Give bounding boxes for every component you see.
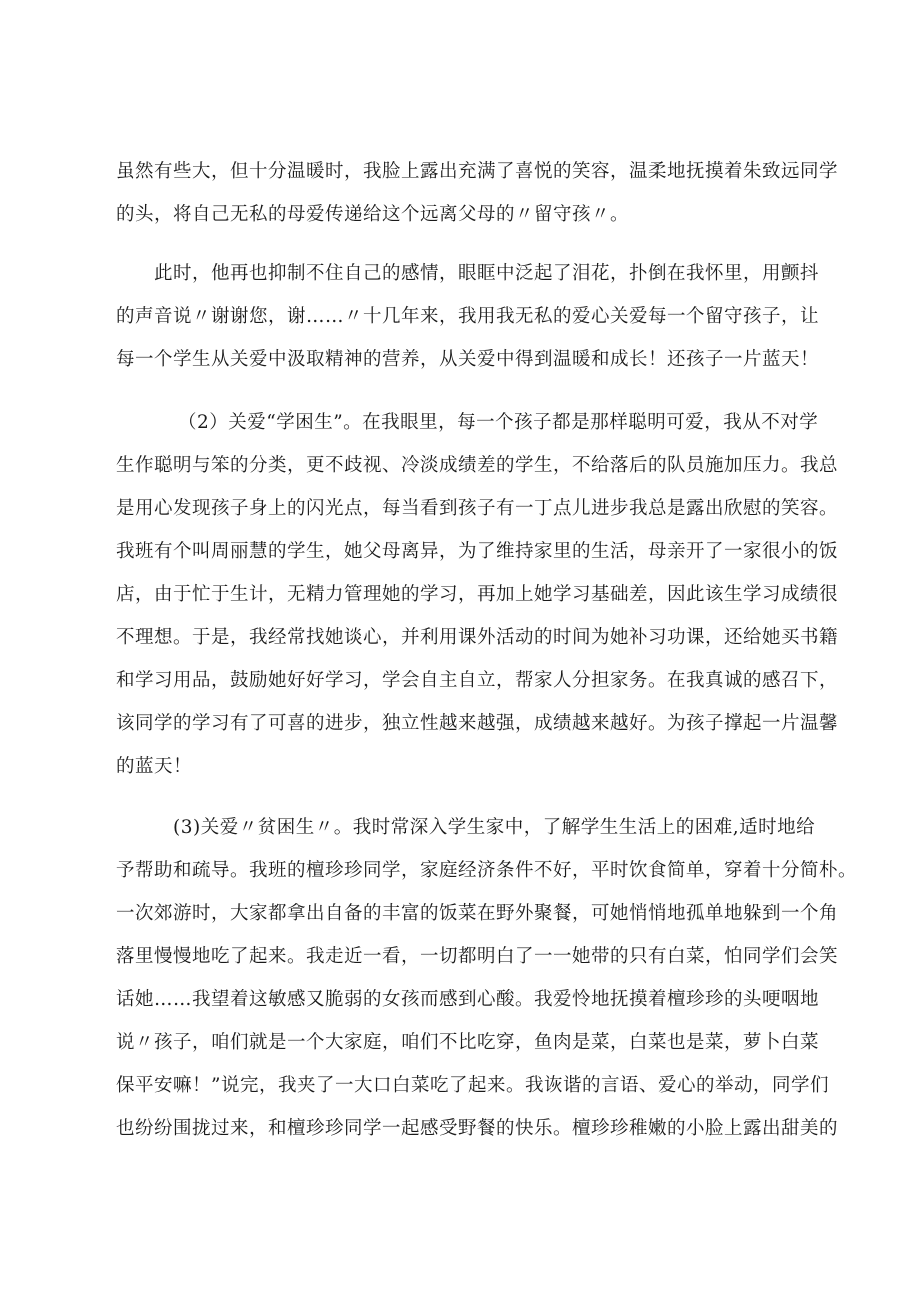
text-line: 说〃孩子，咱们就是一个大家庭，咱们不比吃穿，鱼肉是菜，白菜也是菜，萝卜白菜 bbox=[116, 1032, 820, 1053]
text-line: 也纷纷围拢过来，和檀珍珍同学一起感受野餐的快乐。檀珍珍稚嫩的小脸上露出甜美的 bbox=[116, 1118, 839, 1139]
text-line: 每一个学生从关爱中汲取精神的营养，从关爱中得到温暖和成长！还孩子一片蓝天！ bbox=[116, 349, 820, 370]
text-line: 该同学的学习有了可喜的进步，独立性越来越强，成绩越来越好。为孩子撑起一片温馨 bbox=[116, 713, 839, 734]
text-line: 落里慢慢地吃了起来。我走近一看，一切都明白了一一她带的只有白菜，怕同学们会笑 bbox=[116, 946, 839, 967]
text-line: 虽然有些大，但十分温暖时，我脸上露出充满了喜悦的笑容，温柔地抚摸着朱致远同学 bbox=[116, 161, 839, 182]
text-line: 的声音说〃谢谢您，谢……〃十几年来，我用我无私的爱心关爱每一个留守孩子，让 bbox=[116, 306, 820, 327]
text-line: 和学习用品，鼓励她好好学习，学会自主自立，帮家人分担家务。在我真诚的感召下， bbox=[116, 670, 839, 691]
text-line: 不理想。于是，我经常找她谈心，并利用课外活动的时间为她补习功课，还给她买书籍 bbox=[116, 627, 839, 648]
text-line: 一次郊游时，大家都拿出自备的丰富的饭菜在野外聚餐，可她悄悄地孤单地躲到一个角 bbox=[116, 903, 839, 924]
text-line: 我班有个叫周丽慧的学生，她父母离异，为了维持家里的生活，母亲开了一家很小的饭 bbox=[116, 541, 839, 562]
text-line: 此时，他再也抑制不住自己的感情，眼眶中泛起了泪花，扑倒在我怀里，用颤抖 bbox=[154, 263, 820, 284]
text-line: 保平安嘛！”说完，我夹了一大口白菜吃了起来。我诙谐的言语、爱心的举动，同学们 bbox=[116, 1075, 829, 1096]
text-line: 的头，将自己无私的母爱传递给这个远离父母的〃留守孩〃。 bbox=[116, 204, 630, 225]
text-line: 的蓝天！ bbox=[116, 756, 193, 777]
text-line: 店，由于忙于生计，无精力管理她的学习，再加上她学习基础差，因此该生学习成绩很 bbox=[116, 584, 839, 605]
text-line: 予帮助和疏导。我班的檀珍珍同学，家庭经济条件不好，平时饮食简单，穿着十分简朴。 bbox=[116, 860, 858, 881]
text-line: (3)关爱〃贫困生〃。我时常深入学生家中，了解学生生活上的困难,适时地给 bbox=[173, 817, 816, 838]
text-line: 是用心发现孩子身上的闪光点，每当看到孩子有一丁点儿进步我总是露出欣慰的笑容。 bbox=[116, 498, 839, 519]
text-line: 生作聪明与笨的分类，更不歧视、冷淡成绩差的学生，不给落后的队员施加压力。我总 bbox=[116, 455, 839, 476]
text-line: （2）关爱“学困生”。在我眼里，每一个孩子都是那样聪明可爱，我从不对学 bbox=[178, 412, 819, 433]
text-line: 话她……我望着这敏感又脆弱的女孩而感到心酸。我爱怜地抚摸着檀珍珍的头哽咽地 bbox=[116, 989, 820, 1010]
